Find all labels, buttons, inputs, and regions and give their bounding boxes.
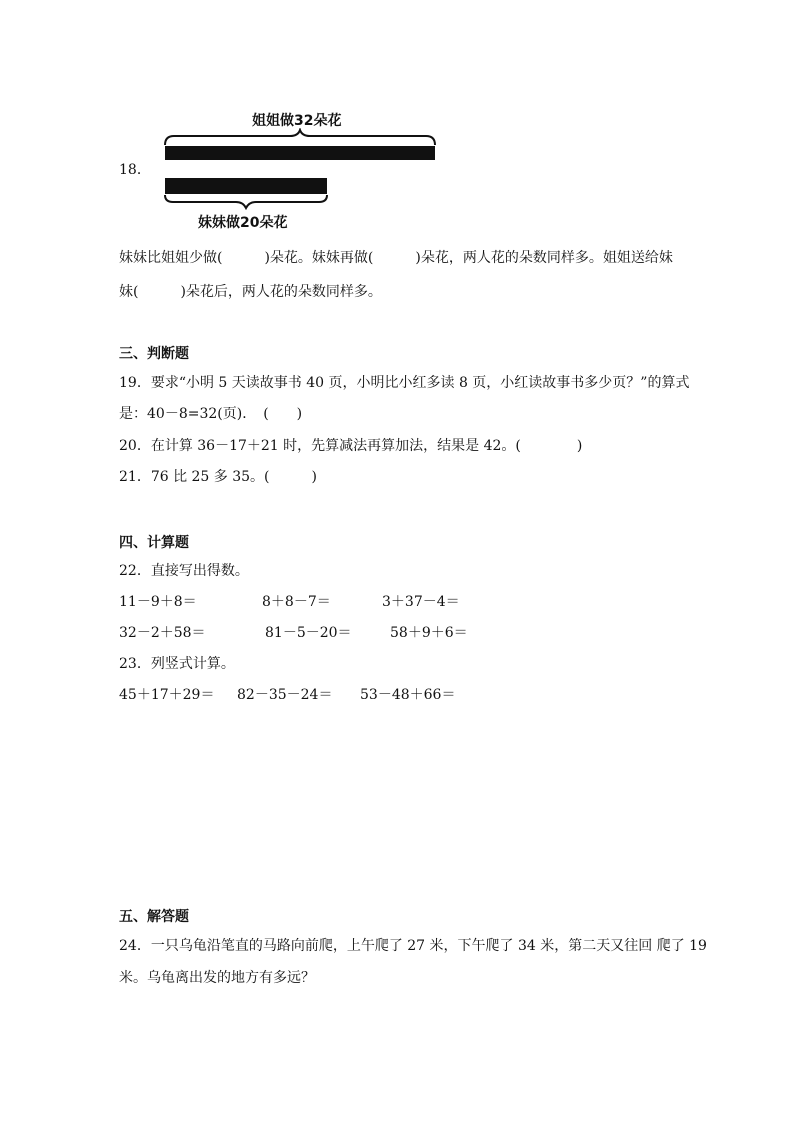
q23-item2: 82－35－24＝ <box>237 687 333 703</box>
q19-line2: 是：40－8=32(页)． ( ) <box>119 406 303 422</box>
q19-line1: 19．要求“小明 5 天读故事书 40 页，小明比小红多读 8 页，小红读故事书多少页？”的算式 <box>119 375 690 391</box>
q18-diagram <box>0 0 794 240</box>
q22-row1-item2: 8＋8－7＝ <box>262 594 331 610</box>
q23-item1: 45＋17＋29＝ <box>119 687 215 703</box>
q20: 20．在计算 36－17＋21 时，先算减法再算加法，结果是 42。( ) <box>119 438 583 454</box>
q18-number: 18． <box>119 162 151 178</box>
q24-line2: 米。乌龟离出发的地方有多远？ <box>119 970 315 986</box>
section3-heading: 三、判断题 <box>119 346 189 362</box>
q22-title: 22．直接写出得数。 <box>119 563 249 579</box>
q24-line1: 24．一只乌龟沿笔直的马路向前爬，上午爬了 27 米，下午爬了 34 米，第二天又往回 爬了 19 <box>119 938 707 954</box>
section5-heading: 五、解答题 <box>119 909 189 925</box>
q22-row2-item2: 81－5－20＝ <box>265 625 352 641</box>
top-brace <box>160 128 440 146</box>
q22-row1-item3: 3＋37－4＝ <box>382 594 460 610</box>
diagram-bottom-label: 妹妹做20朵花 <box>198 215 288 231</box>
q22-row1-item1: 11－9＋8＝ <box>119 594 197 610</box>
q22-row2-item1: 32－2＋58＝ <box>119 625 206 641</box>
bottom-bar <box>165 178 327 194</box>
q18-text-line2: 妹( )朵花后，两人花的朵数同样多。 <box>119 284 382 300</box>
q18-text-line1: 妹妹比姐姐少做( )朵花。妹妹再做( )朵花，两人花的朵数同样多。姐姐送给妹 <box>119 250 673 266</box>
section4-heading: 四、计算题 <box>119 535 189 551</box>
bottom-brace <box>160 194 332 210</box>
diagram-top-label: 姐姐做32朵花 <box>252 113 342 129</box>
q21: 21．76 比 25 多 35。( ) <box>119 469 317 485</box>
q22-row2-item3: 58＋9＋6＝ <box>390 625 468 641</box>
q23-item3: 53－48＋66＝ <box>360 687 456 703</box>
top-bar <box>165 146 435 160</box>
q23-title: 23．列竖式计算。 <box>119 656 235 672</box>
